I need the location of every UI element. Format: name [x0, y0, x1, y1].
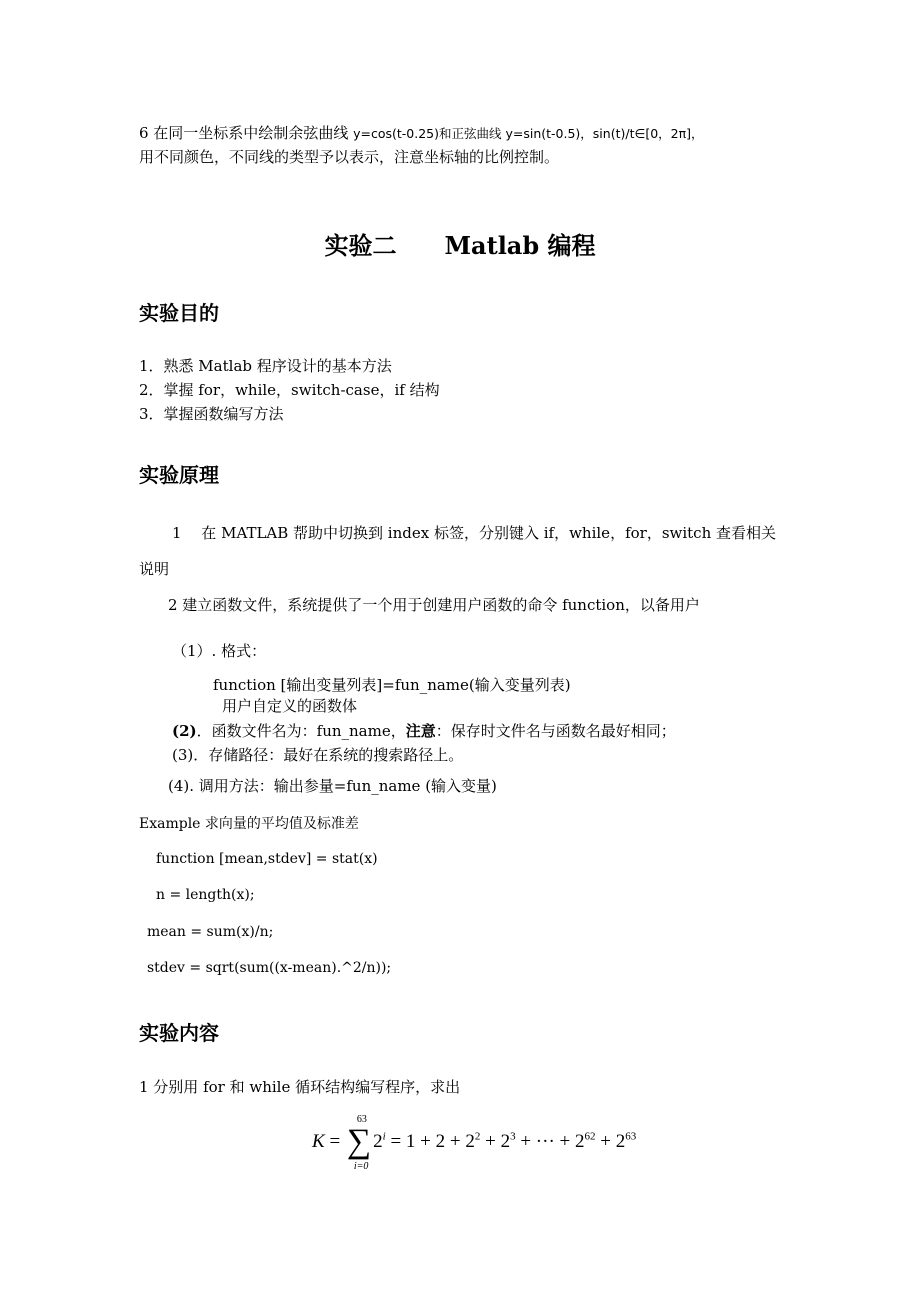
sum-lower-bound: i=0: [353, 1161, 369, 1172]
exp-2: 2: [474, 1130, 481, 1143]
item2-text-b: ：保存时文件名与函数名最好相同；: [435, 722, 676, 740]
format-label: （1）. 格式：: [172, 642, 267, 660]
purpose-item-2: 2．掌握 for，while，switch-case，if 结构: [139, 381, 440, 399]
principle-item-3: (3)．存储路径：最好在系统的搜索路径上。: [172, 746, 464, 764]
sum-upper-bound: 63: [356, 1114, 367, 1125]
purpose-item-1: 1．熟悉 Matlab 程序设计的基本方法: [139, 357, 392, 375]
exp-3: 3: [510, 1130, 516, 1143]
top-paragraph-line2: 用不同颜色，不同线的类型予以表示，注意坐标轴的比例控制。: [139, 148, 560, 166]
principle-item-4: (4). 调用方法：输出参量=fun_name (输入变量): [168, 777, 497, 795]
exp-62: 62: [584, 1130, 596, 1143]
code-line-2: n = length(x);: [156, 887, 255, 903]
top-paragraph-prefix: 6 在同一坐标系中绘制余弦曲线: [139, 124, 354, 142]
item2-text-a: ．函数文件名为：fun_name，: [196, 722, 406, 740]
code-line-4: stdev = sqrt(sum((x-mean).^2/n));: [147, 960, 392, 976]
principle-item-2: [172, 720, 676, 742]
heading-purpose: 实验目的: [139, 301, 219, 325]
title-part1: 实验二: [324, 231, 397, 260]
principle-p1-line2: 说明: [139, 560, 170, 578]
item2-number: (2): [172, 722, 197, 740]
title-part2: Matlab 编程: [444, 231, 596, 260]
principle-p1-line1: 1 在 MATLAB 帮助中切换到 index 标签，分别键入 if，while，for，switch 查看相关: [172, 524, 777, 542]
format-body: 用户自定义的函数体: [222, 697, 358, 715]
top-paragraph-line1: [139, 122, 704, 145]
heading-content: 实验内容: [139, 1021, 219, 1045]
example-title: Example 求向量的平均值及标准差: [139, 816, 359, 832]
code-line-3: mean = sum(x)/n;: [147, 924, 274, 940]
code-line-1: function [mean,stdev] = stat(x): [156, 851, 378, 867]
principle-p2: 2 建立函数文件，系统提供了一个用于创建用户函数的命令 function，以备用户: [168, 596, 700, 614]
purpose-item-3: 3．掌握函数编写方法: [139, 405, 284, 423]
exp-i: i: [382, 1130, 386, 1143]
heading-principle: 实验原理: [139, 463, 219, 487]
exp-63: 63: [625, 1130, 637, 1143]
page-title: [0, 226, 920, 261]
equation-lhs: K: [312, 1131, 325, 1152]
sum-equation: K = ∑ 63 i=0 $2^i = 1 + 2 + 2^2 + 2^3$ + ··· + $2^{62} + 2^{63}$: [312, 1114, 637, 1172]
item2-note: 注意: [405, 722, 436, 740]
content-p1: 1 分别用 for 和 while 循环结构编写程序，求出: [139, 1078, 461, 1096]
equation-body: = 1 + 2 + 2: [390, 1131, 475, 1152]
format-line: function [输出变量列表]=fun_name(输入变量列表): [213, 676, 571, 694]
top-paragraph-formula: y=cos(t-0.25)和正弦曲线 y=sin(t-0.5)，sin(t)/t∈[0，2π]，: [353, 126, 704, 141]
summation-symbol: ∑ 63 i=0: [346, 1114, 372, 1172]
